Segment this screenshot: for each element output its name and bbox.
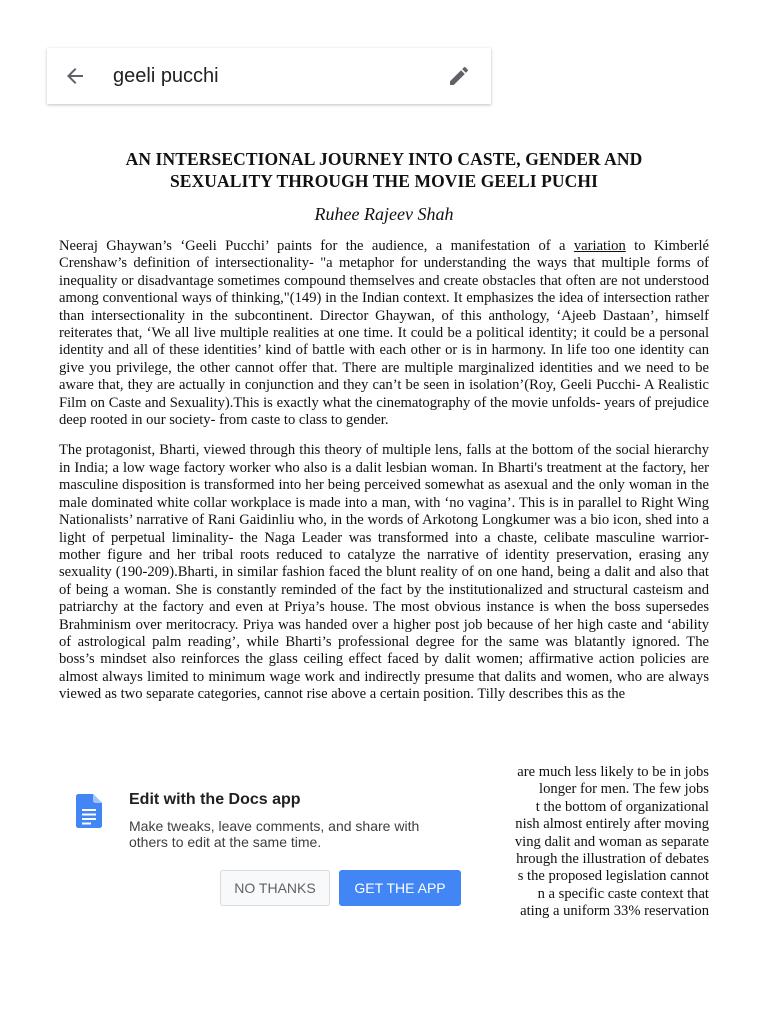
paragraph-1: [59, 238, 709, 429]
partial-line: longer for men. The few jobs: [539, 781, 709, 798]
prompt-description: Make tweaks, leave comments, and share with others to edit at the same time.: [129, 818, 420, 850]
search-query[interactable]: geeli pucchi: [113, 64, 219, 87]
paragraph-1-start: Neeraj Ghaywan’s ‘Geeli Pucchi’ paints for the audience, a manifestation of a: [59, 238, 574, 254]
document-author: Ruhee Rajeev Shah: [314, 204, 454, 224]
partial-line: hrough the illustration of debates: [516, 851, 709, 868]
document-title: [59, 148, 709, 192]
partial-line: ating a uniform 33% reservation: [520, 903, 709, 920]
get-the-app-button[interactable]: GET THE APP: [339, 870, 461, 906]
prompt-title: Edit with the Docs app: [129, 791, 301, 808]
partial-line: are much less likely to be in jobs: [517, 764, 709, 780]
docs-app-prompt: [46, 768, 490, 924]
paragraph-1-rest: to Kimberlé Crenshaw’s definition of intersectionality- "a metaphor for understanding the ways that multiple forms of inequality or disadvantage sometimes compound themselves and create obstacles that often are not understood among conventional ways of thinking,"(149) in the Indian context. It emphasizes the idea of intersection rather than intersectionality in the subcontinent. Director Ghaywan, of this anthology, ‘Ajeeb Dastaan’, himself reiterates that, ‘We all live multiple realities at one time. It could be a political identity; it could be a personal identity and all of these identities’ kind of battle with each other or is in harmony. In life too one identity can give you privilege, the other cannot offer that. There are multiple marginalized identities and we need to be aware that, they are actually in conjunction and they can’t be seen in isolation’(Roy, Geeli Pucchi- A Realistic Film on Caste and Sexuality).This is exactly what the cinematography of the movie unfolds- years of prejudice deep rooted in our society- from caste to class to gender.: [59, 238, 709, 429]
partial-line: ving dalit and woman as separate: [514, 833, 709, 850]
google-docs-icon: [76, 794, 102, 828]
pencil-icon: [447, 64, 471, 88]
document-page: [59, 148, 709, 717]
partial-line: n a specific caste context that: [537, 885, 709, 902]
partially-hidden-text: [490, 764, 709, 924]
edit-button[interactable]: [431, 48, 487, 104]
arrow-back-icon: [63, 64, 87, 88]
paragraph-2: The protagonist, Bharti, viewed through this theory of multiple lens, falls at the bottom of the social hierarchy in India; a low wage factory worker who also is a dalit lesbian woman. In Bharti's treatment at the factory, her masculine disposition is transformed into her being perceived somewhat as asexual and the only woman in the male dominated white collar workplace is made into a man, with ‘no vagina’. This is in parallel to Right Wing Nationalists’ narrative of Rani Gaidinliu who, in the words of Arkotong Longkumer was a bio icon, shed into a light of perpetual liminality- the Naga Leader was transformed into a chaste, celibate masculine warrior-mother figure and her tribal roots reduced to catalyze the narrative of identity preservation, erasing any sexuality (190-209).Bharti, in similar fashion faced the blunt reality of on one hand, being a dalit and also that of being a woman. She is constantly reminded of the fact by the institutionalized and structural casteism and patriarchy at the factory and even at Priya’s house. The most obvious instance is when the boss supersedes Brahminism over meritocracy. Priya was handed over a higher post job because of her high caste and ‘ability of astrological palm reading’, while Bharti’s professional degree for the same was blatantly ignored. The boss’s mindset also reinforces the glass ceiling effect faced by dalit women; affirmative action policies are almost always limited to minimum wage work and indirectly presume that dalits and women, who are always viewed as two separate categories, cannot rise above a certain position. Tilly describes this as the: [59, 442, 709, 703]
partial-line: s the proposed legislation cannot: [517, 868, 709, 885]
search-bar: [47, 48, 491, 104]
title-line-2: SEXUALITY THROUGH THE MOVIE GEELI PUCHI: [169, 171, 599, 191]
no-thanks-button[interactable]: NO THANKS: [220, 870, 330, 906]
partial-line: nish almost entirely after moving: [515, 816, 709, 833]
back-button[interactable]: [47, 48, 103, 104]
partial-line: t the bottom of organizational: [535, 798, 709, 815]
paragraph-1-underlined: variation: [573, 238, 626, 254]
title-line-1: AN INTERSECTIONAL JOURNEY INTO CASTE, GENDER AND: [125, 149, 643, 169]
